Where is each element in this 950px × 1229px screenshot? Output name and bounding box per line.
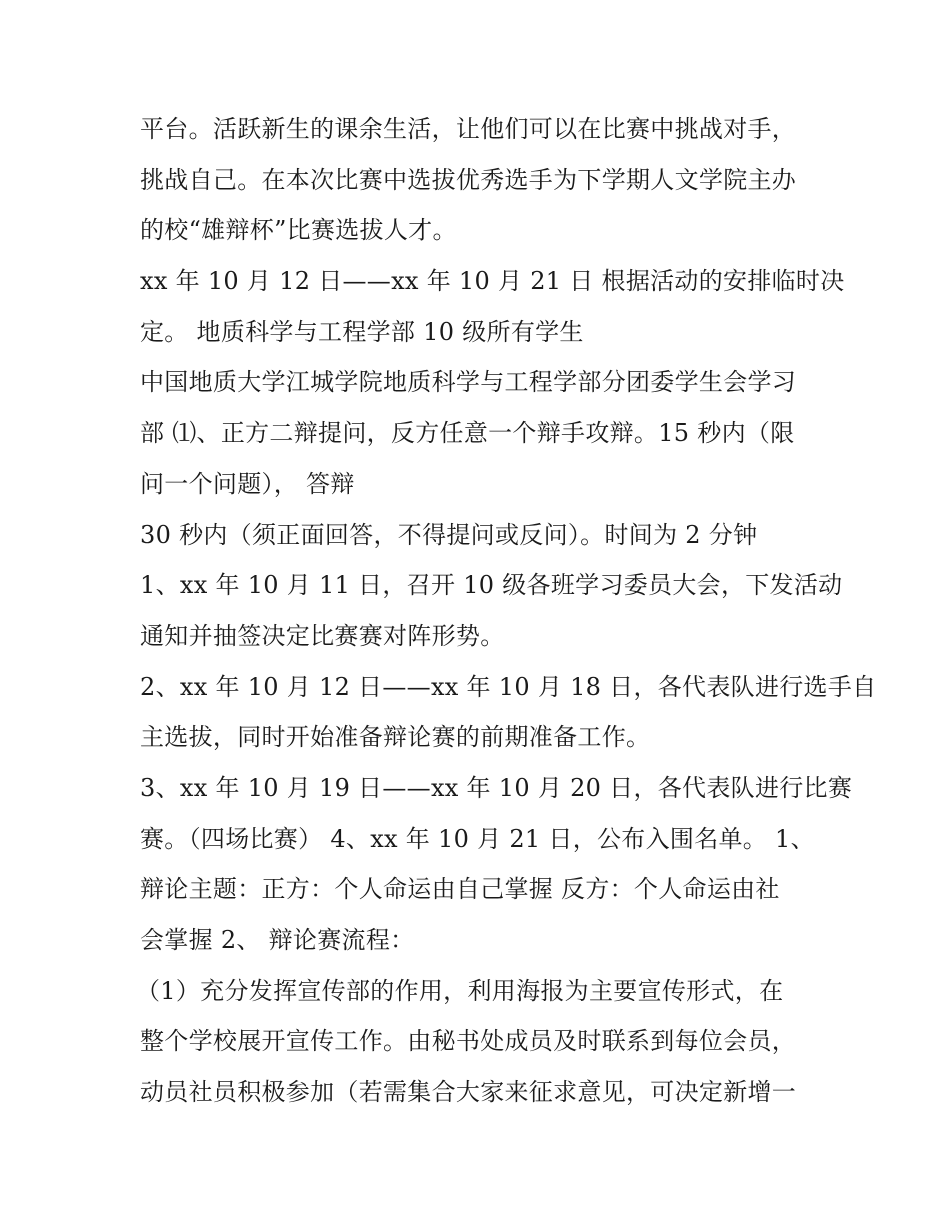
text-line: 的校“雄辩杯”比赛选拔人才。: [140, 216, 457, 245]
text-line: 平台。活跃新生的课余生活，让他们可以在比赛中挑战对手，: [140, 115, 797, 143]
text-line: （1）充分发挥宣传部的作用，利用海报为主要宣传形式，在: [136, 976, 784, 1005]
document-body: [136, 104, 877, 1118]
text-line: 2、xx 年 10 月 12 日——xx 年 10 月 18 日，各代表队进行选手自: [140, 672, 877, 701]
text-line: 主选拔，同时开始准备辩论赛的前期准备工作。: [140, 723, 651, 752]
text-line: 部 ⑴、正方二辩提问，反方任意一个辩手攻辩。15 秒内（限: [140, 419, 795, 448]
text-line: 动员社员积极参加（若需集合大家来征求意见，可决定新增一: [140, 1078, 797, 1107]
text-line: 定。 地质科学与工程学部 10 级所有学生: [140, 317, 584, 346]
text-line: 通知并抽签决定比赛赛对阵形势。: [140, 621, 505, 650]
text-line: 辩论主题：正方：个人命运由自己掌握 反方：个人命运由社: [140, 875, 780, 904]
text-line: 整个学校展开宣传工作。由秘书处成员及时联系到每位会员，: [140, 1027, 797, 1056]
text-line: 赛。（四场比赛） 4、xx 年 10 月 21 日，公布入围名单。 1、: [140, 824, 815, 853]
text-line: 问一个问题）， 答辩: [140, 469, 355, 498]
text-line: 30 秒内（须正面回答，不得提问或反问）。时间为 2 分钟: [140, 520, 758, 549]
text-line: 会掌握 2、 辩论赛流程：: [140, 926, 415, 954]
text-line: 中国地质大学江城学院地质科学与工程学部分团委学生会学习: [140, 368, 797, 397]
text-line: 3、xx 年 10 月 19 日——xx 年 10 月 20 日，各代表队进行比赛: [140, 773, 853, 802]
text-line: 1、xx 年 10 月 11 日，召开 10 级各班学习委员大会，下发活动: [140, 571, 843, 600]
text-line: 挑战自己。在本次比赛中选拔优秀选手为下学期人文学院主办: [140, 165, 797, 194]
text-line: xx 年 10 月 12 日——xx 年 10 月 21 日 根据活动的安排临时决: [140, 267, 845, 296]
